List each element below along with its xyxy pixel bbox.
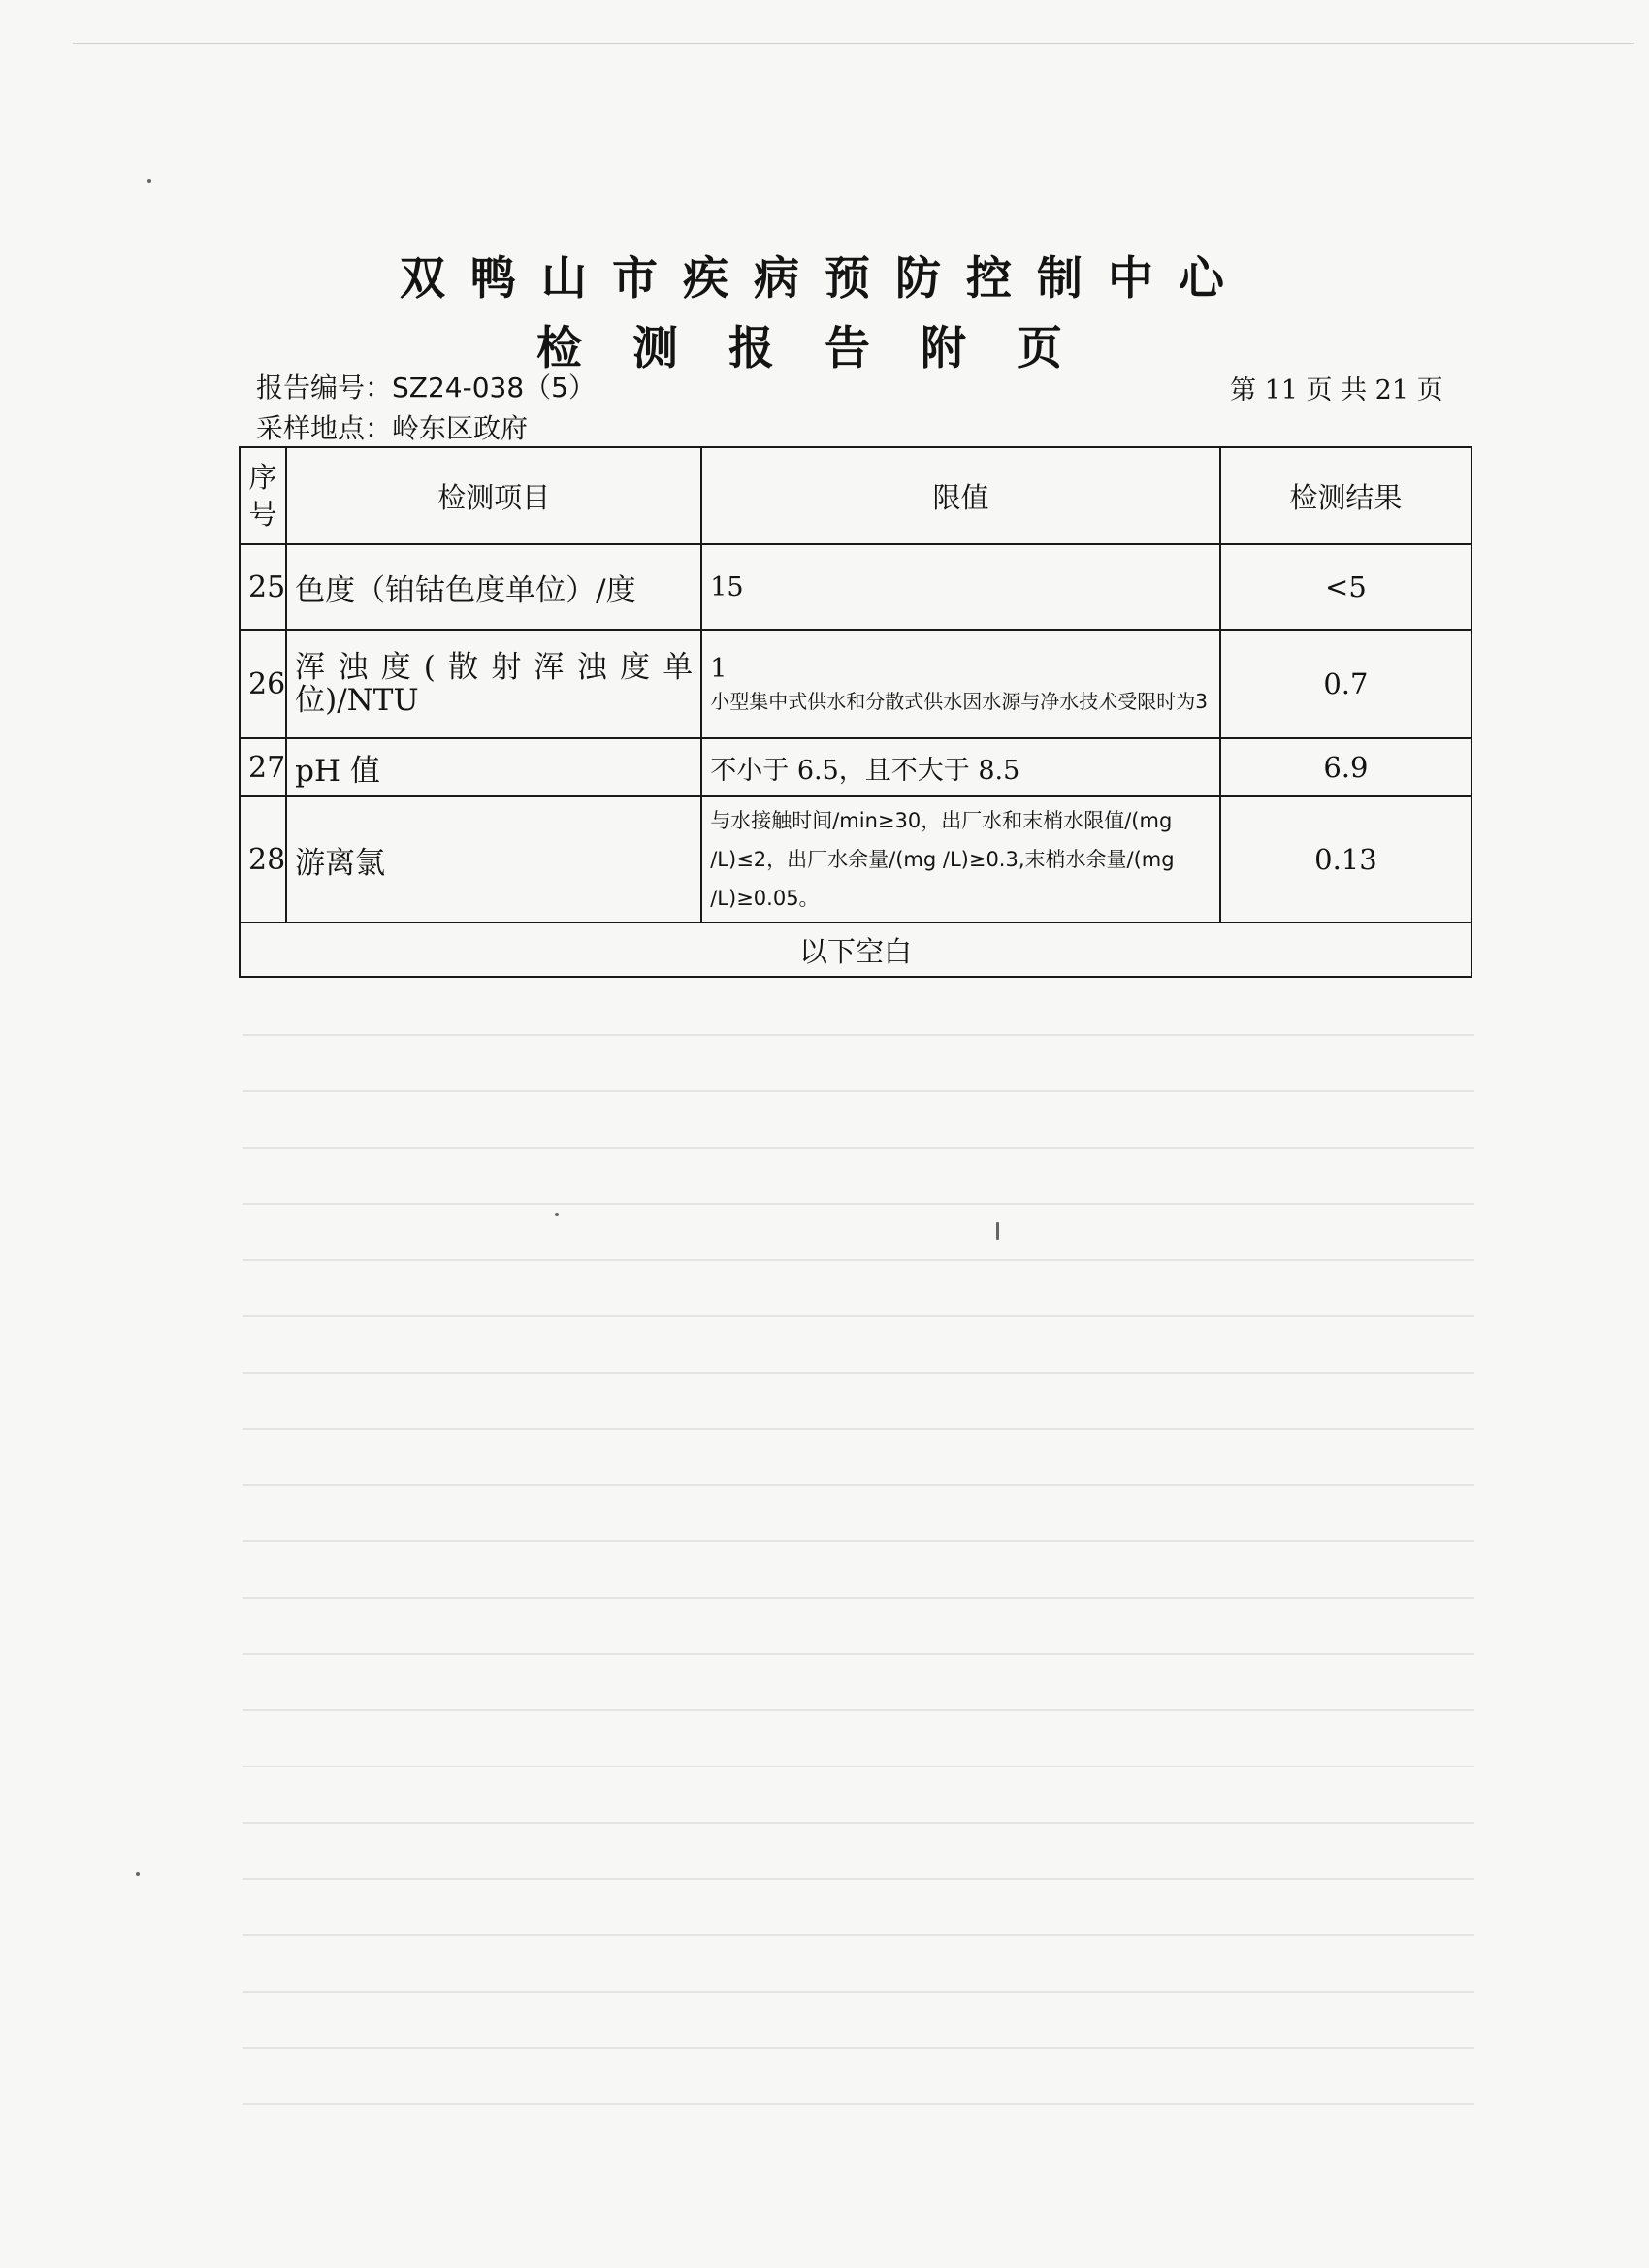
row-no: 27 [240,738,286,796]
row-no: 26 [240,630,286,738]
table-row [240,796,1471,923]
row-no: 28 [240,796,286,923]
table-header-row [240,447,1471,544]
row-item: 浑浊度(散射浑浊度单位)/NTU [286,630,701,738]
limit-note: 小型集中式供水和分散式供水因水源与净水技术受限时为3 [710,689,1208,713]
scan-speck [147,179,151,183]
scan-speck [136,1872,140,1876]
table-row [240,544,1471,630]
row-limit [701,544,1220,630]
results-table [239,446,1472,978]
row-limit: 不小于 6.5，且不大于 8.5 [701,738,1220,796]
sampling-site: 采样地点：岭东区政府 [256,412,529,444]
header-no: 序号 [240,447,286,544]
table-row [240,630,1471,738]
row-item: 游离氯 [286,796,701,923]
report-number: 报告编号：SZ24-038（5） [256,372,596,404]
blank-remark: 以下空白 [240,923,1471,977]
row-result: 0.13 [1220,796,1471,923]
row-limit [701,630,1220,738]
header-result: 检测结果 [1220,447,1471,544]
row-result: <5 [1220,544,1471,630]
header-item: 检测项目 [286,447,701,544]
header-limit: 限值 [701,447,1220,544]
limit-value: 1 [710,653,728,684]
report-title: 双鸭山市疾病预防控制中心 [400,252,1249,306]
row-result: 0.7 [1220,630,1471,738]
limit-value: 与水接触时间/min≥30，出厂水和末梢水限值/(mg /L)≤2，出厂水余量/(mg /L)≥0.3,末梢水余量/(mg /L)≥0.05。 [710,809,1175,910]
row-item: 色度（铂钴色度单位）/度 [286,544,701,630]
table-row [240,738,1471,796]
page-border-line [73,43,1634,44]
row-no: 25 [240,544,286,630]
report-subtitle: 检测报告附页 [536,322,1113,375]
bleed-through-ghost [242,980,1474,2086]
row-result: 6.9 [1220,738,1471,796]
table-footer-row [240,923,1471,977]
page-info: 第 11 页 共 21 页 [1230,375,1443,405]
limit-value: 15 [710,571,744,602]
row-limit [701,796,1220,923]
row-item: pH 值 [286,738,701,796]
